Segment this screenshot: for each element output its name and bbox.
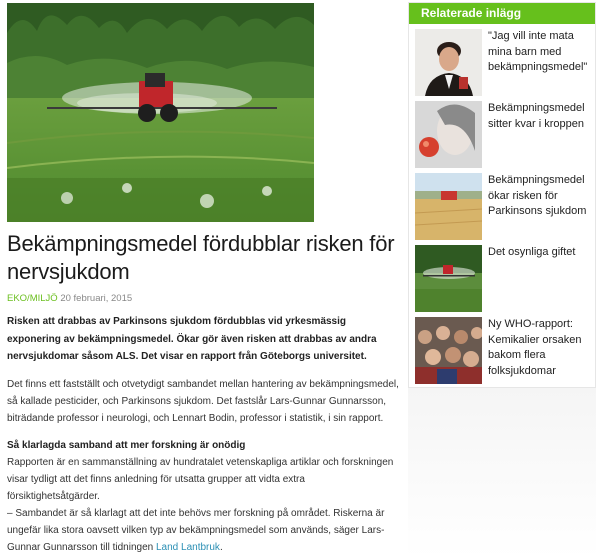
paragraph-3-text: – Sambandet är så klarlagt att det inte behövs mer forskning på området. Riskerna är ungefär lika stora oavsett vilken typ av bekämpningsmedel som används, säger Lars-Gunnar Gunnarsson till tidningen [7,507,385,553]
related-post-thumbnail [415,29,482,96]
article-paragraph-3 [7,505,399,556]
hero-image [7,3,314,222]
related-post-thumbnail [415,101,482,168]
article [7,230,399,556]
article-subheading: Så klarlagda samband att mer forskning är onödig [7,439,246,451]
related-post-item[interactable] [415,173,595,243]
related-post-thumbnail [415,317,482,384]
related-post-item[interactable] [415,101,595,171]
related-post-item[interactable] [415,245,595,315]
publish-date: 20 februari, 2015 [60,293,133,304]
article-meta [7,293,399,304]
related-post-title[interactable]: Det osynliga giftet [488,246,576,258]
category-link[interactable]: EKO/MILJÖ [7,293,58,304]
article-paragraph-1: Det finns ett fastställt och otvetydigt sambandet mellan hantering av bekämpningsmedel, så kallade pesticider, och Parkinsons sjukdom. Det fastslår Lars-Gunnar Gunnarsson, biträdande professor i neurologi, och Lennart Bodin, professor i statistik, i sin rapport. [7,378,399,424]
related-post-title[interactable]: Ny WHO-rapport: Kemikalier orsaken bakom flera folksjukdomar [488,318,582,377]
related-post-thumbnail [415,173,482,240]
related-post-title[interactable]: "Jag vill inte mata mina barn med bekämpningsmedel" [488,30,588,73]
article-title: Bekämpningsmedel fördubblar risken för nervsjukdom [7,231,395,284]
paragraph-3-end: . [219,541,223,553]
related-post-title[interactable]: Bekämpningsmedel ökar risken för Parkinsons sjukdom [488,174,587,217]
related-post-item[interactable] [415,317,595,387]
article-lead: Risken att drabbas av Parkinsons sjukdom fördubblas vid yrkesmässig exponering av bekämpningsmedel. Ökar gör även risken att drabbas av andra nervsjukdomar såsom ALS. Det visar en rapport från Göteborgs universitet. [7,316,377,362]
article-paragraph-2: Rapporten är en sammanställning av hundratalet vetenskapliga artiklar och forskningen visar tydligt att det finns anledning för utsatta grupper att vidta extra försiktighetsåtgärder. [7,456,394,502]
related-post-title[interactable]: Bekämpningsmedel sitter kvar i kroppen [488,102,585,130]
land-lantbruk-link[interactable]: Land Lantbruk [155,541,220,553]
related-posts-heading: Relaterade inlägg [409,3,595,24]
related-post-thumbnail [415,245,482,312]
related-posts-sidebar [408,2,596,388]
sidebar-fade-background [408,388,596,558]
related-post-item[interactable] [415,29,595,99]
